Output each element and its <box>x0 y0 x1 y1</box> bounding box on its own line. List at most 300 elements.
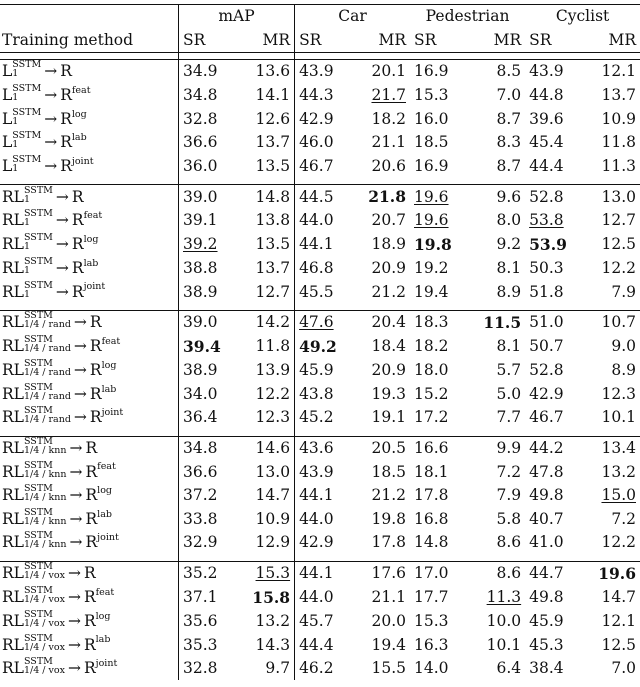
value-text: 8.7 <box>496 156 522 175</box>
method-sub: 1/4 / vox <box>23 617 65 629</box>
value-text: 19.4 <box>414 282 449 301</box>
target-sup: feat <box>83 210 103 222</box>
value-text: 15.3 <box>414 86 449 105</box>
method-cell <box>0 406 179 430</box>
value-cell <box>353 60 410 84</box>
value-text: 44.2 <box>529 439 564 458</box>
value-cell <box>468 531 526 555</box>
value-cell <box>353 209 410 233</box>
method-script <box>12 155 41 173</box>
value-text: 17.6 <box>371 564 406 583</box>
value-cell <box>179 657 237 681</box>
value-cell <box>525 233 582 257</box>
value-text: 13.7 <box>255 259 291 278</box>
value-text: 9.9 <box>496 439 522 458</box>
value-text: 44.3 <box>299 86 334 105</box>
arrow-glyph: → <box>69 509 83 528</box>
value-cell <box>410 531 468 555</box>
value-text: 18.2 <box>371 109 406 128</box>
header-sr: SR <box>295 29 353 53</box>
method-script <box>24 634 65 652</box>
value-text: 17.2 <box>414 408 449 427</box>
value-cell <box>583 209 640 233</box>
value-cell <box>525 107 582 131</box>
method-sup: SSTM <box>23 279 53 291</box>
value-cell <box>353 633 410 657</box>
value-text: 44.0 <box>299 588 334 607</box>
table-row <box>0 359 640 383</box>
arrow-glyph: → <box>67 564 81 583</box>
value-text: 19.6 <box>414 211 449 230</box>
value-cell <box>583 155 640 179</box>
value-text: 19.6 <box>414 187 449 206</box>
value-cell <box>237 209 295 233</box>
method-prefix: RL <box>2 313 24 332</box>
method-sup: SSTM <box>23 561 53 573</box>
value-cell <box>179 107 237 131</box>
value-cell <box>179 484 237 508</box>
value-text: 7.9 <box>611 282 636 301</box>
arrow-glyph: → <box>44 133 58 152</box>
value-text: 39.6 <box>529 109 564 128</box>
spacer-cell <box>410 53 468 60</box>
value-cell <box>353 531 410 555</box>
value-cell <box>179 610 237 634</box>
value-cell <box>295 436 353 460</box>
value-cell <box>353 84 410 108</box>
value-text: 17.7 <box>414 588 449 607</box>
value-text: 11.3 <box>601 156 636 175</box>
value-cell <box>353 460 410 484</box>
value-text: 9.0 <box>611 337 636 356</box>
value-cell <box>179 586 237 610</box>
method-cell <box>0 531 179 555</box>
target-sup: feat <box>101 336 121 348</box>
value-text: 20.4 <box>371 313 406 332</box>
method-script <box>24 311 71 329</box>
method-prefix: RL <box>2 439 24 458</box>
value-text: 18.9 <box>371 235 406 254</box>
method-sub: 1 <box>23 265 31 277</box>
value-text: 44.1 <box>299 235 334 254</box>
value-text: 14.6 <box>255 439 291 458</box>
value-cell <box>583 484 640 508</box>
value-text: 37.1 <box>183 588 218 607</box>
value-cell <box>237 383 295 407</box>
method-script <box>24 406 71 424</box>
value-text: 45.5 <box>299 282 334 301</box>
value-text: 49.8 <box>529 588 564 607</box>
value-text: 16.0 <box>414 109 449 128</box>
value-cell <box>525 406 582 430</box>
method-sup: SSTM <box>23 506 53 518</box>
value-text: 7.7 <box>496 408 522 427</box>
value-cell <box>353 107 410 131</box>
header-sr: SR <box>410 29 468 53</box>
value-text: 14.1 <box>255 86 291 105</box>
value-cell <box>237 610 295 634</box>
method-sup: SSTM <box>23 530 53 542</box>
arrow-glyph: → <box>69 533 83 552</box>
method-script <box>24 484 67 502</box>
value-cell <box>353 335 410 359</box>
target-sup: lab <box>101 383 117 395</box>
method-script <box>24 586 65 604</box>
target-sup: log <box>95 610 111 622</box>
method-script <box>24 281 53 299</box>
value-cell <box>237 436 295 460</box>
value-cell <box>179 185 237 210</box>
arrow-glyph: → <box>55 282 69 301</box>
value-text: 19.8 <box>414 234 452 254</box>
method-cell <box>0 335 179 359</box>
method-sub: 1/4 / knn <box>23 468 67 480</box>
arrow-glyph: → <box>67 588 81 607</box>
value-text: 37.2 <box>183 486 218 505</box>
method-sub: 1 <box>23 288 31 300</box>
value-text: 8.7 <box>496 109 522 128</box>
value-text: 15.2 <box>414 384 449 403</box>
value-cell <box>353 131 410 155</box>
value-cell <box>583 335 640 359</box>
value-text: 19.3 <box>371 384 406 403</box>
value-text: 10.1 <box>486 635 522 654</box>
method-prefix: RL <box>2 533 24 552</box>
value-text: 13.0 <box>601 187 636 206</box>
method-script <box>24 209 53 227</box>
target-label: R <box>71 235 84 254</box>
value-text: 20.9 <box>371 361 406 380</box>
header-mr: MR <box>468 29 526 53</box>
method-sub: 1/4 / vox <box>23 641 65 653</box>
value-cell <box>295 460 353 484</box>
table-row <box>0 233 640 257</box>
value-text: 8.6 <box>496 564 522 583</box>
value-text: 11.8 <box>255 337 291 356</box>
value-cell <box>353 406 410 430</box>
method-script <box>12 84 41 102</box>
value-text: 10.7 <box>601 313 636 332</box>
spacer-cell <box>295 53 353 60</box>
value-text: 12.7 <box>601 211 636 230</box>
value-text: 20.0 <box>371 611 406 630</box>
method-script <box>24 359 71 377</box>
method-cell <box>0 209 179 233</box>
method-sup: SSTM <box>23 656 53 668</box>
value-cell <box>353 185 410 210</box>
value-text: 44.0 <box>299 509 334 528</box>
value-cell <box>353 383 410 407</box>
table-row <box>0 531 640 555</box>
arrow-glyph: → <box>55 211 69 230</box>
value-cell <box>468 209 526 233</box>
value-cell <box>468 60 526 84</box>
target-sup: joint <box>95 658 118 670</box>
target-sup: feat <box>95 587 115 599</box>
value-cell <box>468 586 526 610</box>
target-label: R <box>60 86 72 105</box>
value-text: 20.6 <box>371 156 406 175</box>
value-text: 42.9 <box>529 384 564 403</box>
value-cell <box>353 155 410 179</box>
value-cell <box>583 508 640 532</box>
target-sup: log <box>97 485 113 497</box>
value-text: 38.4 <box>529 659 564 678</box>
value-text: 39.0 <box>183 313 218 332</box>
value-cell <box>179 280 237 304</box>
value-text: 8.9 <box>496 282 522 301</box>
value-text: 53.9 <box>529 234 567 254</box>
value-text: 41.0 <box>529 533 564 552</box>
value-cell <box>468 460 526 484</box>
value-text: 19.6 <box>598 563 636 583</box>
value-cell <box>468 561 526 586</box>
value-text: 45.4 <box>529 133 564 152</box>
value-text: 46.7 <box>299 156 334 175</box>
value-text: 9.6 <box>496 187 522 206</box>
value-cell <box>353 233 410 257</box>
method-prefix: RL <box>2 564 24 583</box>
value-cell <box>295 107 353 131</box>
value-text: 43.9 <box>299 62 334 81</box>
value-text: 50.7 <box>529 337 564 356</box>
arrow-glyph: → <box>55 187 69 206</box>
value-cell <box>295 185 353 210</box>
method-script <box>12 108 41 126</box>
value-cell <box>468 359 526 383</box>
value-cell <box>468 406 526 430</box>
value-cell <box>179 155 237 179</box>
value-cell <box>468 185 526 210</box>
method-sub: 1/4 / vox <box>23 570 65 582</box>
value-cell <box>410 233 468 257</box>
target-label: R <box>89 384 102 403</box>
value-text: 9.2 <box>496 235 522 254</box>
value-cell <box>410 586 468 610</box>
method-cell <box>0 633 179 657</box>
method-sub: 1/4 / rand <box>23 343 71 355</box>
value-cell <box>410 460 468 484</box>
value-text: 19.8 <box>371 509 406 528</box>
method-prefix: L <box>2 109 13 128</box>
value-text: 15.5 <box>371 659 406 678</box>
method-sub: 1 <box>12 162 19 174</box>
method-cell <box>0 436 179 460</box>
arrow-glyph: → <box>69 462 83 481</box>
value-text: 36.0 <box>183 156 218 175</box>
value-text: 11.3 <box>486 588 522 607</box>
value-text: 10.1 <box>601 408 636 427</box>
value-cell <box>237 233 295 257</box>
value-text: 39.4 <box>183 336 221 356</box>
value-cell <box>353 257 410 281</box>
method-sub: 1 <box>12 68 19 80</box>
value-text: 44.4 <box>299 635 334 654</box>
method-script <box>24 461 67 479</box>
value-cell <box>525 633 582 657</box>
value-cell <box>525 436 582 460</box>
value-cell <box>583 84 640 108</box>
table-row <box>0 335 640 359</box>
method-prefix: RL <box>2 259 24 278</box>
value-cell <box>468 508 526 532</box>
value-text: 13.5 <box>255 235 291 254</box>
header-mr: MR <box>237 29 295 53</box>
value-cell <box>410 155 468 179</box>
value-text: 32.9 <box>183 533 218 552</box>
value-text: 38.9 <box>183 361 218 380</box>
arrow-glyph: → <box>69 486 83 505</box>
value-cell <box>295 310 353 335</box>
method-sup: SSTM <box>23 358 53 370</box>
value-text: 5.7 <box>496 361 522 380</box>
arrow-glyph: → <box>67 611 81 630</box>
method-prefix: L <box>2 62 13 81</box>
target-label: R <box>71 211 84 230</box>
value-text: 32.8 <box>183 659 218 678</box>
value-cell <box>237 460 295 484</box>
value-text: 14.7 <box>601 588 636 607</box>
value-text: 46.2 <box>299 659 334 678</box>
value-text: 7.0 <box>611 659 636 678</box>
header-mr: MR <box>583 29 640 53</box>
value-text: 45.9 <box>299 361 334 380</box>
table-row <box>0 436 640 460</box>
spacer-cell <box>179 53 237 60</box>
value-text: 13.8 <box>255 211 291 230</box>
value-cell <box>410 657 468 681</box>
table-row <box>0 60 640 84</box>
value-cell <box>583 280 640 304</box>
target-label: R <box>85 533 98 552</box>
method-prefix: L <box>2 86 13 105</box>
value-text: 10.9 <box>601 109 636 128</box>
value-cell <box>295 633 353 657</box>
value-text: 9.7 <box>265 659 291 678</box>
value-text: 14.3 <box>255 635 291 654</box>
method-cell <box>0 460 179 484</box>
value-cell <box>295 233 353 257</box>
target-label: R <box>83 611 96 630</box>
method-prefix: RL <box>2 235 24 254</box>
table-row <box>0 209 640 233</box>
target-label: R <box>83 564 96 583</box>
method-cell <box>0 310 179 335</box>
value-cell <box>468 310 526 335</box>
value-text: 13.7 <box>601 86 636 105</box>
value-cell <box>179 257 237 281</box>
header-row-metrics <box>0 29 640 53</box>
method-script <box>24 610 65 628</box>
value-cell <box>410 335 468 359</box>
value-text: 8.6 <box>496 533 522 552</box>
value-cell <box>295 359 353 383</box>
section-spacer <box>0 53 640 60</box>
results-table <box>0 4 640 680</box>
value-text: 13.7 <box>255 133 291 152</box>
arrow-glyph: → <box>73 384 87 403</box>
value-text: 18.2 <box>414 337 449 356</box>
value-text: 20.9 <box>371 259 406 278</box>
table-row <box>0 460 640 484</box>
method-sub: 1 <box>23 241 31 253</box>
value-cell <box>525 586 582 610</box>
value-cell <box>179 60 237 84</box>
table-row <box>0 84 640 108</box>
value-cell <box>525 610 582 634</box>
method-prefix: RL <box>2 361 24 380</box>
method-sup: SSTM <box>23 405 53 417</box>
value-cell <box>525 257 582 281</box>
value-text: 44.5 <box>299 187 334 206</box>
target-label: R <box>60 62 72 81</box>
target-sup: joint <box>71 155 94 167</box>
value-cell <box>237 406 295 430</box>
value-text: 12.5 <box>601 635 636 654</box>
value-text: 51.0 <box>529 313 564 332</box>
value-cell <box>295 383 353 407</box>
target-sup: log <box>71 108 87 120</box>
value-cell <box>583 107 640 131</box>
method-cell <box>0 610 179 634</box>
target-sup: feat <box>71 84 91 96</box>
value-text: 44.1 <box>299 564 334 583</box>
header-empty-cell <box>0 5 179 29</box>
method-script <box>24 508 67 526</box>
value-text: 21.7 <box>371 86 406 105</box>
value-text: 12.6 <box>255 109 291 128</box>
value-text: 43.9 <box>299 462 334 481</box>
value-text: 44.7 <box>529 564 564 583</box>
value-text: 14.0 <box>414 659 449 678</box>
value-cell <box>353 610 410 634</box>
value-cell <box>179 84 237 108</box>
value-text: 19.1 <box>371 408 406 427</box>
method-script <box>24 437 67 455</box>
method-sup: SSTM <box>12 130 42 142</box>
method-prefix: RL <box>2 611 24 630</box>
value-text: 8.1 <box>496 259 522 278</box>
table-row <box>0 383 640 407</box>
method-cell <box>0 107 179 131</box>
method-cell <box>0 84 179 108</box>
value-cell <box>410 60 468 84</box>
method-sub: 1 <box>23 193 31 205</box>
value-cell <box>410 484 468 508</box>
table-row <box>0 310 640 335</box>
target-label: R <box>60 109 72 128</box>
value-cell <box>237 484 295 508</box>
value-cell <box>237 561 295 586</box>
value-text: 11.8 <box>601 133 636 152</box>
value-text: 12.1 <box>601 62 636 81</box>
target-sup: joint <box>101 407 124 419</box>
value-cell <box>295 484 353 508</box>
header-sr: SR <box>525 29 582 53</box>
value-text: 18.1 <box>414 462 449 481</box>
value-text: 12.9 <box>255 533 291 552</box>
target-label: R <box>83 635 96 654</box>
value-cell <box>468 335 526 359</box>
value-cell <box>410 633 468 657</box>
value-text: 16.6 <box>414 439 449 458</box>
value-text: 44.1 <box>299 486 334 505</box>
target-label: R <box>89 408 102 427</box>
value-text: 15.3 <box>414 611 449 630</box>
value-text: 5.8 <box>496 509 522 528</box>
value-cell <box>295 257 353 281</box>
value-text: 14.8 <box>414 533 449 552</box>
